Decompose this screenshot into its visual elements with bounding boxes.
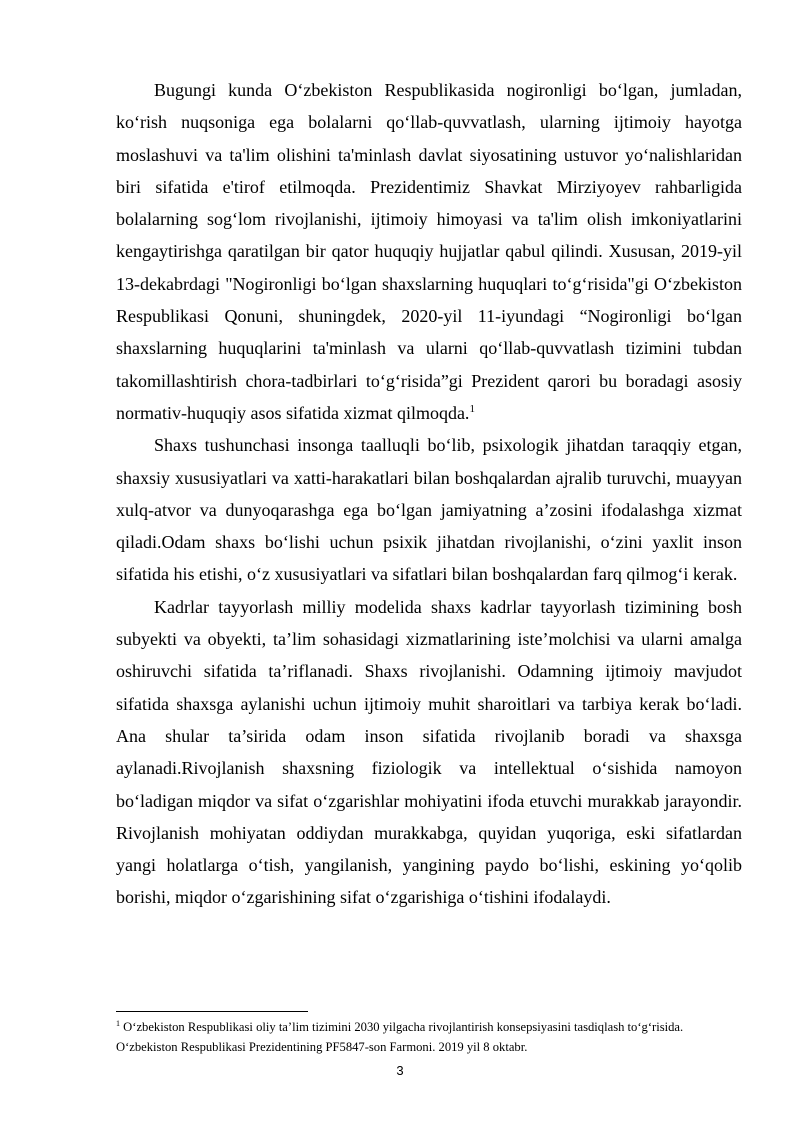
paragraph-intro [116,74,742,429]
paragraph-personality-concept-text: Shaxs tushunchasi insonga taalluqli bo‘lib, psixologik jihatdan taraqqiy etgan, shaxsiy xususiyatlari va xatti-harakatlari bilan boshqalardan ajralib turuvchi, muayyan xulq-atvor va dunyoqarashga ega bo‘lgan jamiyatning a’zosini ifodalashga xizmat qiladi.Odam shaxs bo‘lishi uchun psixik jihatdan rivojlanishi, o‘zini yaxlit inson sifatida his etishi, o‘z xususiyatlari va sifatlari bilan boshqalardan farq qilmog‘i kerak. [116,435,742,585]
footnote-line-2: O‘zbekiston Respublikasi Prezidentining PF5847-son Farmoni. 2019 yil 8 oktabr. [116,1039,528,1054]
footnote-reference[interactable]: 1 [469,402,475,415]
paragraph-personality-development-text: Kadrlar tayyorlash milliy modelida shaxs kadrlar tayyorlash tizimining bosh subyekti va obyekti, ta’lim sohasidagi xizmatlarining iste’molchisi va ularni amalga oshiruvchi sifatida ta’riflanadi. Shaxs rivojlanishi. Odamning ijtimoiy mavjudot sifatida shaxsga aylanishi uchun ijtimoiy muhit sharoitlari va tarbiya kerak bo‘ladi. Ana shular ta’sirida odam inson sifatida rivojlanib boradi va shaxsga aylanadi.Rivojlanish shaxsning fiziologik va intellektual o‘sishida namoyon bo‘ladigan miqdor va sifat o‘zgarishlar mohiyatini ifoda etuvchi murakkab jarayondir. Rivojlanish mohiyatan oddiydan murakkabga, quyidan yuqoriga, eski sifatlardan yangi holatlarga o‘tish, yangilanish, yangining paydo bo‘lishi, eskining yo‘qolib borishi, miqdor o‘zgarishining sifat o‘zgarishiga o‘tishini ifodalaydi. [116,596,742,908]
paragraph-intro-text: Bugungi kunda O‘zbekiston Respublikasida nogironligi bo‘lgan, jumladan, ko‘rish nuqsoniga ega bolalarni qo‘llab-quvvatlash, ularning ijtimoiy hayotga moslashuvi va ta'lim olishini ta'minlash davlat siyosatining ustuvor yo‘nalishlaridan biri sifatida e'tirof etilmoqda. Prezidentimiz Shavkat Mirziyoyev rahbarligida bolalarning sog‘lom rivojlanishi, ijtimoiy himoyasi va ta'lim olish imkoniyatlarini kengaytirishga qaratilgan bir qator huquqiy hujjatlar qabul qilindi. Xususan, 2019-yil 13-dekabrdagi "Nogironligi bo‘lgan shaxslarning huquqlari to‘g‘risida"gi O‘zbekiston Respublikasi Qonuni, shuningdek, 2020-yil 11-iyundagi “Nogironligi bo‘lgan shaxslarning huquqlarini ta'minlash va ularni qo‘llab-quvvatlash tizimini tubdan takomillashtirish chora-tadbirlari to‘g‘risida”gi Prezident qarori bu boradagi asosiy normativ-huquqiy asos sifatida xizmat qilmoqda. [116,80,742,423]
footnote-separator [116,1011,308,1012]
footnote [116,1018,746,1057]
page-number: 3 [396,1063,404,1078]
body-text [116,74,742,914]
paragraph-personality-concept [116,429,742,590]
footnote-line-1 [116,1018,746,1038]
footnote-line-1-text: O‘zbekiston Respublikasi oliy ta’lim tizimini 2030 yilgacha rivojlantirish konsepsiyasini tasdiqlash to‘g‘risida. [123,1020,684,1034]
footnote-mark: 1 [116,1018,120,1028]
paragraph-personality-development [116,591,742,914]
